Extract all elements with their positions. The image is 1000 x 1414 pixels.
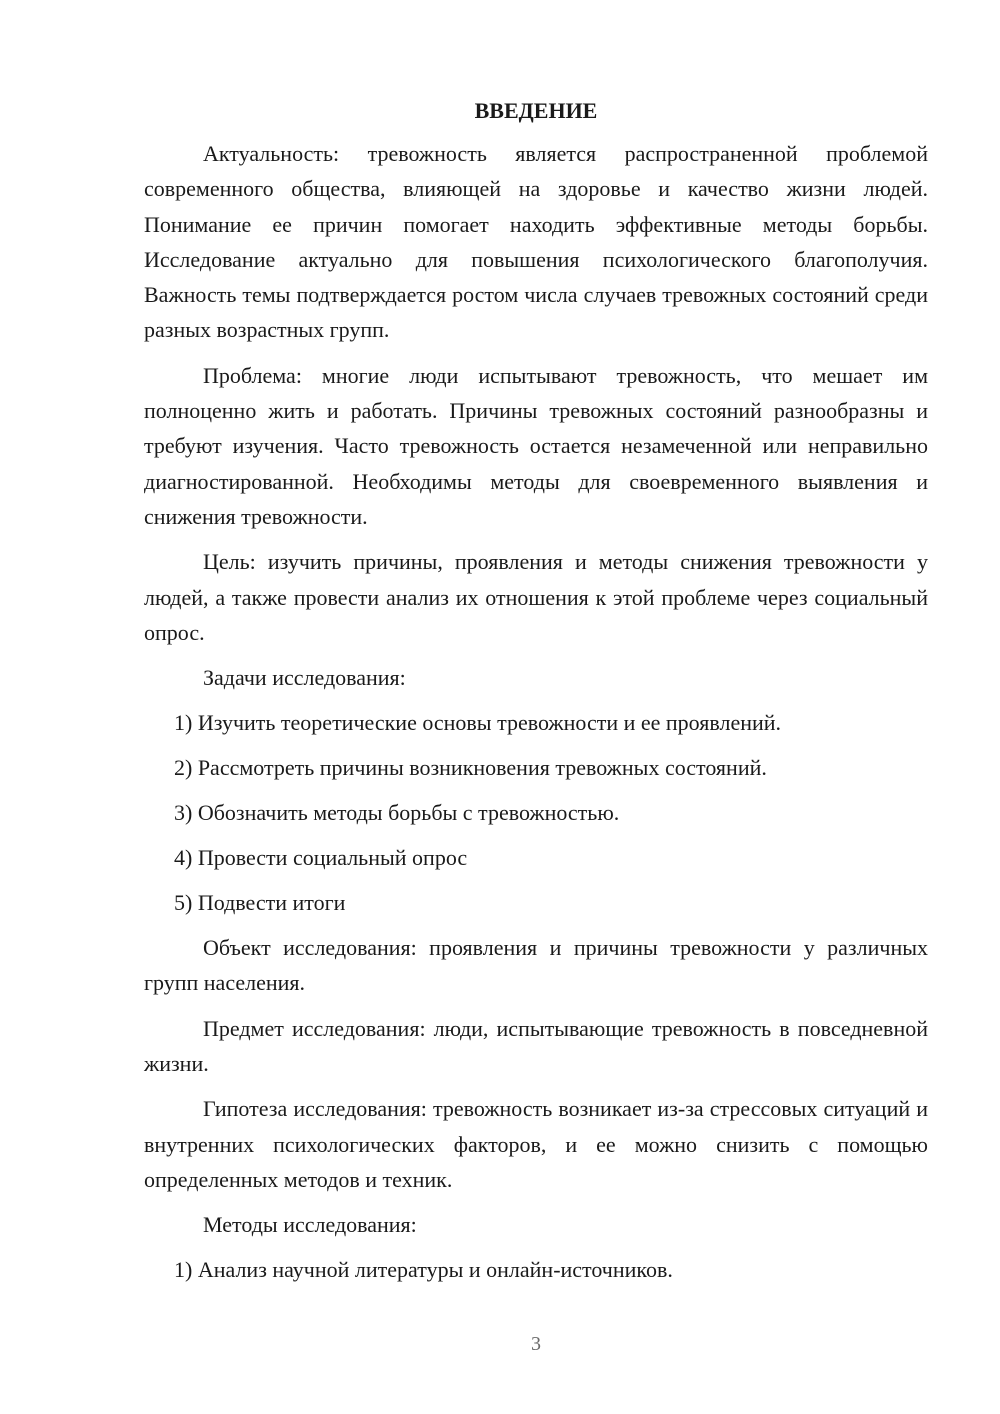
task-item-4: 4) Провести социальный опрос: [174, 845, 468, 871]
subject-paragraph: Предмет исследования: люди, испытывающие тревожность в повседневной жизни.: [144, 1015, 928, 1077]
document-page: [144, 92, 928, 1297]
methods-label: Методы исследования:: [203, 1212, 417, 1238]
tasks-label: Задачи исследования:: [203, 665, 406, 691]
hypothesis-paragraph: Гипотеза исследования: тревожность возникает из-за стрессовых ситуаций и внутренних психологических факторов, и ее можно снизить с помощью определенных методов и техник.: [144, 1096, 928, 1192]
object-paragraph: Объект исследования: проявления и причины тревожности у различных групп населения.: [144, 935, 928, 996]
problem-paragraph: Проблема: многие люди испытывают тревожность, что мешает им полноценно жить и работать. Причины тревожных состояний разнообразны и требуют изучения. Часто тревожность остается незамеченной или неправильно диагностированной. Необходимы методы для своевременного выявления и снижения тревожности.: [144, 362, 928, 529]
section-heading: ВВЕДЕНИЕ: [474, 98, 598, 123]
task-item-3: 3) Обозначить методы борьбы с тревожностью.: [174, 800, 620, 826]
task-item-1: 1) Изучить теоретические основы тревожности и ее проявлений.: [174, 710, 782, 736]
task-item-5: 5) Подвести итоги: [174, 890, 346, 916]
task-item-2: 2) Рассмотреть причины возникновения тревожных состояний.: [174, 755, 767, 781]
relevance-paragraph: Актуальность: тревожность является распространенной проблемой современного общества, влияющей на здоровье и качество жизни людей. Понимание ее причин помогает находить эффективные методы борьбы. Исследование актуально для повышения психологического благополучия. Важность темы подтверждается ростом числа случаев тревожных состояний среди разных возрастных групп.: [144, 141, 928, 343]
method-item-1: 1) Анализ научной литературы и онлайн-источников.: [174, 1257, 673, 1283]
goal-paragraph: Цель: изучить причины, проявления и методы снижения тревожности у людей, а также провести анализ их отношения к этой проблеме через социальный опрос.: [144, 549, 928, 645]
page-number: 3: [531, 1333, 541, 1355]
